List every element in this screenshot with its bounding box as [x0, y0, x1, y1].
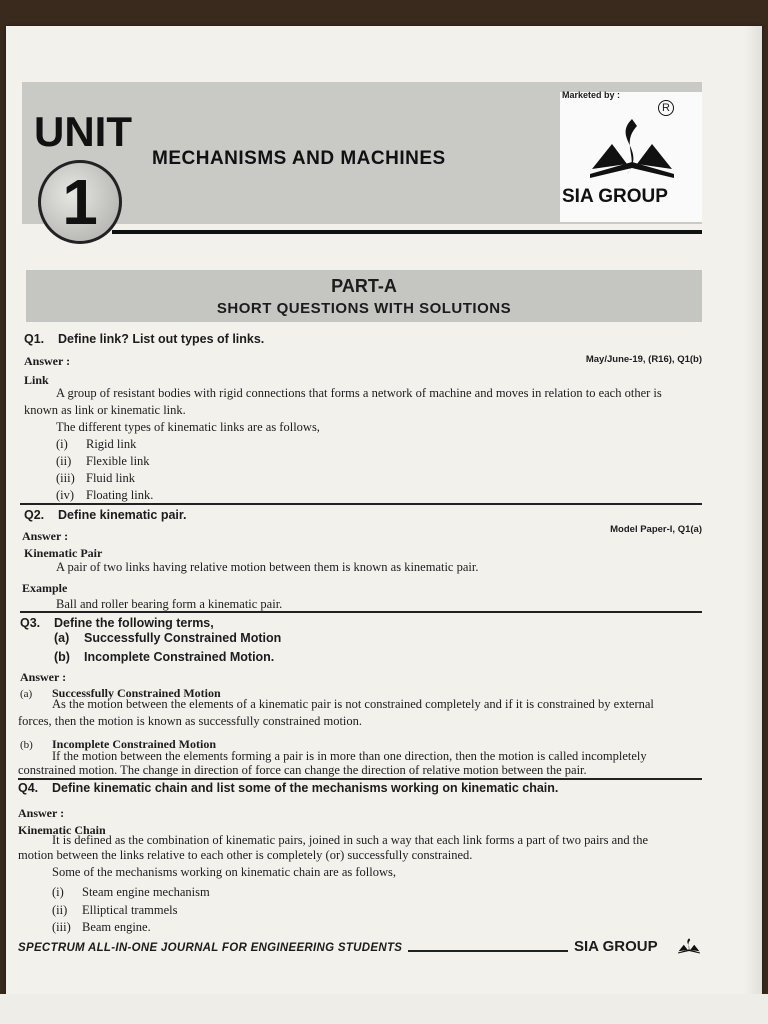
part-label: PART-A	[331, 276, 397, 296]
list-item: (i) Steam engine mechanism	[52, 885, 210, 899]
paragraph-line: Some of the mechanisms working on kinematic chain are as follows,	[52, 865, 397, 879]
part-a-banner	[26, 270, 702, 322]
exam-reference: May/June-19, (R16), Q1(b)	[585, 354, 702, 365]
question-text: Define kinematic chain and list some of the mechanisms working on kinematic chain.	[52, 781, 559, 795]
divider	[18, 778, 702, 780]
question-number: Q2.	[24, 508, 45, 522]
paragraph-line: motion between the links relative to each other is completely (or) successfully constrained.	[18, 848, 473, 862]
unit-banner	[22, 56, 702, 236]
exam-reference: Model Paper-I, Q1(a)	[610, 524, 702, 535]
marketed-by-label: Marketed by :	[562, 90, 621, 100]
part-subtitle: SHORT QUESTIONS WITH SOLUTIONS	[216, 300, 512, 317]
question-3	[20, 616, 214, 630]
banner-divider	[112, 230, 702, 234]
answer-label: Answer :	[24, 354, 71, 368]
paragraph-line: known as link or kinematic link.	[24, 403, 186, 417]
section-heading: Example	[22, 581, 68, 595]
section-heading: (b) Incomplete Constrained Motion	[20, 737, 216, 751]
answer-label: Answer :	[18, 806, 65, 820]
unit-title: MECHANISMS AND MACHINES	[152, 148, 446, 169]
list-item: (ii) Elliptical trammels	[52, 903, 178, 917]
desk-surface	[0, 994, 768, 1024]
footer-brand: SIA GROUP	[574, 938, 658, 955]
footer-divider	[408, 950, 568, 952]
unit-word: UNIT	[34, 108, 132, 155]
paragraph-line: A pair of two links having relative motion between them is known as kinematic pair.	[56, 560, 479, 574]
paragraph-line: The different types of kinematic links are as follows,	[56, 420, 320, 434]
sia-logo-icon	[582, 114, 682, 184]
footer-journal-title: SPECTRUM ALL-IN-ONE JOURNAL FOR ENGINEERING STUDENTS	[18, 942, 403, 954]
divider	[20, 611, 702, 613]
list-item: (i) Rigid link	[56, 437, 137, 451]
paragraph-line: constrained motion. The change in direction of force can change the direction of relative motion between the pair.	[18, 763, 587, 777]
brand-name: SIA GROUP	[562, 186, 668, 207]
section-heading: Kinematic Pair	[24, 546, 103, 560]
paragraph-line: forces, then the motion is known as successfully constrained motion.	[18, 714, 363, 728]
section-heading: Kinematic Chain	[18, 823, 106, 837]
paragraph-line: It is defined as the combination of kinematic pairs, joined in such a way that each link forms a part of two pairs and the	[52, 833, 649, 847]
question-number: Q3.	[20, 616, 41, 630]
question-number: Q4.	[18, 781, 39, 795]
question-2	[24, 508, 187, 522]
list-item: (iii) Beam engine.	[52, 920, 151, 934]
unit-number-badge: 1	[38, 160, 122, 244]
list-item: (iv) Floating link.	[56, 488, 154, 502]
question-4	[18, 781, 558, 795]
paragraph-line: As the motion between the elements of a kinematic pair is not constrained completely and if it is constrained by external	[52, 697, 654, 711]
section-heading: Link	[24, 373, 49, 387]
question-text: Define link? List out types of links.	[58, 332, 265, 346]
section-heading: (a) Successfully Constrained Motion	[20, 686, 221, 700]
question-number: Q1.	[24, 332, 45, 346]
list-item: (iii) Fluid link	[56, 471, 135, 485]
registered-mark: R	[658, 100, 674, 116]
divider	[20, 503, 702, 505]
paragraph-line: A group of resistant bodies with rigid connections that forms a network of machine and moves in relation to each other is	[56, 386, 662, 400]
paragraph-line: Ball and roller bearing form a kinematic pair.	[56, 597, 283, 611]
paragraph-line: If the motion between the elements forming a pair is in more than one direction, then the motion is called incompletely	[52, 749, 647, 763]
sia-logo-icon	[676, 934, 702, 958]
list-item: (ii) Flexible link	[56, 454, 150, 468]
question-sub-item: (b) Incomplete Constrained Motion.	[54, 650, 275, 664]
question-text: Define the following terms,	[54, 616, 214, 630]
answer-label: Answer :	[22, 529, 69, 543]
question-text: Define kinematic pair.	[58, 508, 187, 522]
page-edge	[744, 26, 762, 994]
answer-label: Answer :	[20, 670, 67, 684]
question-1	[24, 332, 264, 346]
question-sub-item: (a) Successfully Constrained Motion	[54, 631, 282, 645]
